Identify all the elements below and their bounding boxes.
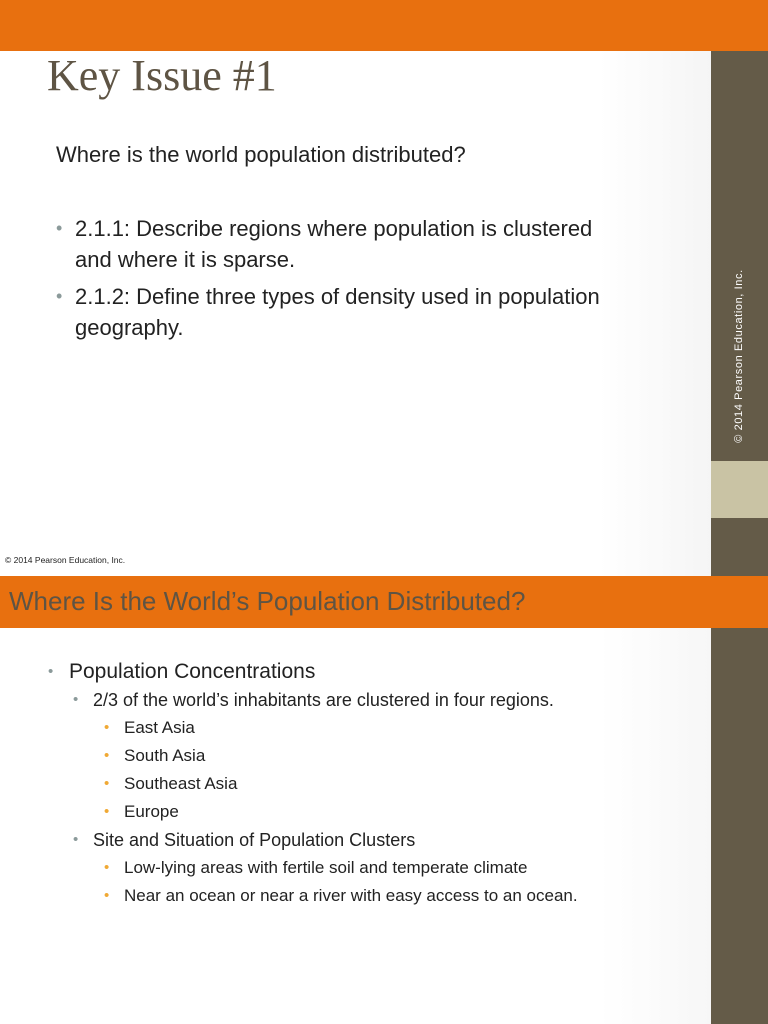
bullet-icon: •	[73, 691, 79, 708]
objective-text: 2.1.1: Describe regions where population is clustered and where it is sparse.	[75, 216, 593, 272]
bullet-icon: •	[104, 719, 110, 736]
bullet-icon: •	[104, 747, 110, 764]
slide-population-distribution	[0, 576, 768, 1024]
outline-item-level-3	[48, 742, 698, 770]
outline-item-level-3	[48, 882, 698, 910]
sidebar-accent-block	[711, 461, 768, 518]
outline-item-level-2	[48, 826, 698, 854]
outline-item-level-3	[48, 714, 698, 742]
header-bar	[0, 0, 768, 51]
side-copyright: © 2014 Pearson Education, Inc.	[733, 269, 745, 443]
outline-text: Population Concentrations	[69, 660, 316, 683]
outline-item-level-3	[48, 770, 698, 798]
outline-item-level-3	[48, 798, 698, 826]
bullet-icon: •	[56, 286, 63, 306]
objective-item	[56, 213, 616, 275]
objective-list	[56, 213, 616, 349]
slide-subtitle: Where is the world population distributed?	[56, 142, 466, 167]
outline-text: Site and Situation of Population Clusters	[93, 830, 416, 850]
slide-title: Where Is the World’s Population Distributed?	[9, 586, 526, 616]
outline-text: Europe	[124, 802, 179, 821]
outline-item-level-2	[48, 686, 698, 714]
sidebar-strip	[711, 628, 768, 1024]
objective-text: 2.1.2: Define three types of density used in population geography.	[75, 284, 600, 340]
bullet-icon: •	[48, 663, 54, 680]
outline-text: 2/3 of the world’s inhabitants are clustered in four regions.	[93, 690, 554, 710]
bullet-icon: •	[104, 803, 110, 820]
outline-text: Near an ocean or near a river with easy access to an ocean.	[124, 886, 578, 905]
bullet-icon: •	[104, 775, 110, 792]
bullet-icon: •	[56, 218, 63, 238]
bullet-icon: •	[104, 887, 110, 904]
outline-item-level-1	[48, 658, 698, 686]
outline-list	[48, 658, 698, 910]
outline-item-level-3	[48, 854, 698, 882]
outline-text: Low-lying areas with fertile soil and temperate climate	[124, 858, 528, 877]
slide-title: Key Issue #1	[47, 51, 277, 100]
outline-text: Southeast Asia	[124, 774, 238, 793]
bullet-icon: •	[104, 859, 110, 876]
footer-copyright: © 2014 Pearson Education, Inc.	[5, 555, 126, 565]
objective-item	[56, 281, 616, 343]
outline-text: East Asia	[124, 718, 195, 737]
bullet-icon: •	[73, 831, 79, 848]
outline-text: South Asia	[124, 746, 206, 765]
